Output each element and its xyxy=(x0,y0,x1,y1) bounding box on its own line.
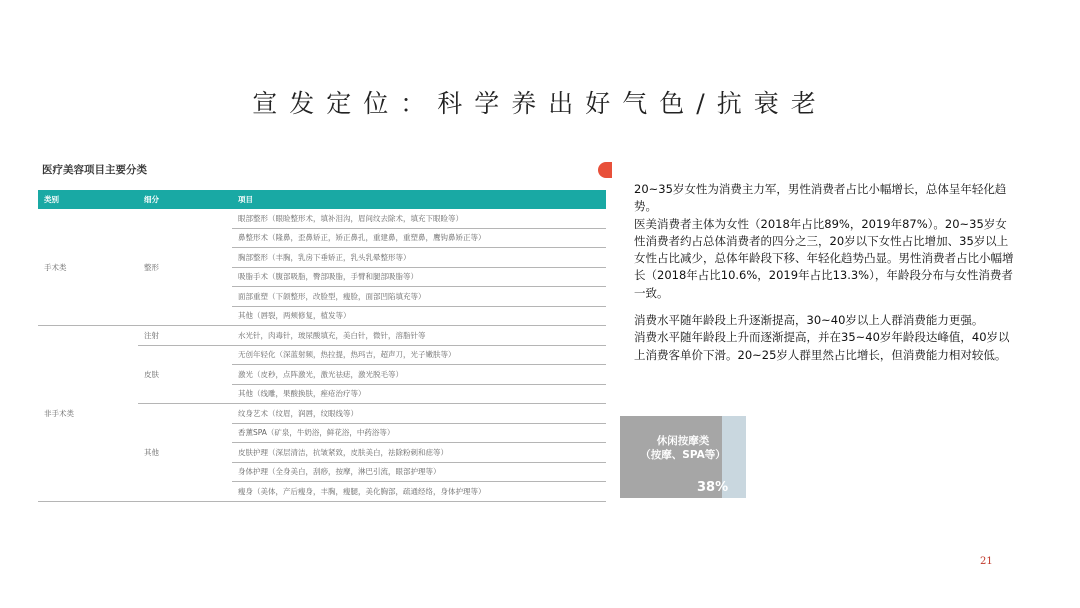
card-label-line2: （按摩、SPA等） xyxy=(640,449,726,461)
classification-table-figure xyxy=(38,158,610,510)
subcategory-cell: 注射 xyxy=(138,326,232,346)
item-cell: 其他（线雕，果酸换肤，痤疮治疗等） xyxy=(232,384,606,404)
page-number: 21 xyxy=(980,556,993,567)
item-cell: 香薰SPA（矿泉，牛奶浴，鲜花浴，中药浴等） xyxy=(232,423,606,443)
subcategory-cell: 整形 xyxy=(138,209,232,326)
paragraph-consumer-main-force: 20~35岁女性为消费主力军，男性消费者占比小幅增长，总体呈年轻化趋势。 xyxy=(634,182,1007,214)
card-label xyxy=(634,434,732,480)
item-cell: 其他（唇裂，两颊修复，植发等） xyxy=(232,306,606,326)
paragraph-consumer-gender: 医美消费者主体为女性（2018年占比89%，2019年87%）。20~35岁女性消费者约占总体消费者的四分之三，20岁以下女性占比增加、35岁以上女性占比减少，总体年龄段下移、年轻化趋势凸显。男性消费者占比小幅增长（2018年占比10.6%，2019年占比13.3%），年龄段分布与女性消费者一致。 xyxy=(634,216,1014,300)
item-cell: 吸脂手术（腹部吸脂，臀部吸脂，手臂和腿部吸脂等） xyxy=(232,267,606,287)
table-header-row xyxy=(38,190,606,209)
item-cell: 水光针，肉毒针，玻尿酸填充，美白针，微针，溶脂针等 xyxy=(232,326,606,346)
table-row xyxy=(38,326,606,346)
paragraph-spending-level: 消费水平随年龄段上升逐渐提高，30~40岁以上人群消费能力更强。 xyxy=(634,313,984,328)
item-cell: 胸部整形（丰胸，乳房下垂矫正，乳头乳晕整形等） xyxy=(232,248,606,268)
slide-title: 宣发定位：科学养出好气色/抗衰老 xyxy=(252,89,828,118)
card-percent: 38% xyxy=(697,480,729,495)
item-cell: 身体护理（全身美白，刮痧，按摩，淋巴引流，眼部护理等） xyxy=(232,462,606,482)
paragraph-spending-detail: 消费水平随年龄段上升而逐渐提高，并在35~40岁年龄段达峰值，40岁以上消费客单价下滑。20~25岁人群里然占比增长，但消费能力相对较低。 xyxy=(634,330,1010,362)
table-row xyxy=(38,209,606,228)
item-cell: 眼部整形（眼睑整形术，填补泪沟，眉间纹去除术，填充下眼睑等） xyxy=(232,209,606,228)
category-cell: 手术类 xyxy=(38,209,138,326)
analysis-text xyxy=(634,181,1018,364)
item-cell: 面部重塑（下颌整形，改脸型，瘦脸，面部凹陷填充等） xyxy=(232,287,606,307)
item-cell: 无创年轻化（深蓝射频，热拉提，热玛吉，超声刀，光子嫩肤等） xyxy=(232,345,606,365)
item-cell: 鼻整形术（隆鼻，歪鼻矫正，矫正鼻孔，重建鼻，重塑鼻，鹰钩鼻矫正等） xyxy=(232,228,606,248)
item-cell: 激光（皮秒，点阵激光，激光祛痣，激光脱毛等） xyxy=(232,365,606,385)
classification-table xyxy=(38,190,606,502)
massage-category-card xyxy=(620,416,746,498)
subcategory-cell: 皮肤 xyxy=(138,345,232,404)
header-subcategory: 细分 xyxy=(138,190,232,209)
item-cell: 纹身艺术（纹眉，润唇，纹眼线等） xyxy=(232,404,606,424)
item-cell: 皮肤护理（深层清洁，抗皱紧致，皮肤美白，祛除粉刺和痣等） xyxy=(232,443,606,463)
red-tab-marker xyxy=(598,162,612,178)
table-caption: 医疗美容项目主要分类 xyxy=(42,164,147,176)
header-items: 项目 xyxy=(232,190,606,209)
subcategory-cell: 其他 xyxy=(138,404,232,502)
category-cell: 非手术类 xyxy=(38,326,138,502)
card-label-line1: 休闲按摩类 xyxy=(656,435,710,447)
item-cell: 瘦身（美体，产后瘦身，丰胸，瘦腿，美化胸部，疏通经络，身体护理等） xyxy=(232,482,606,502)
header-category: 类别 xyxy=(38,190,138,209)
